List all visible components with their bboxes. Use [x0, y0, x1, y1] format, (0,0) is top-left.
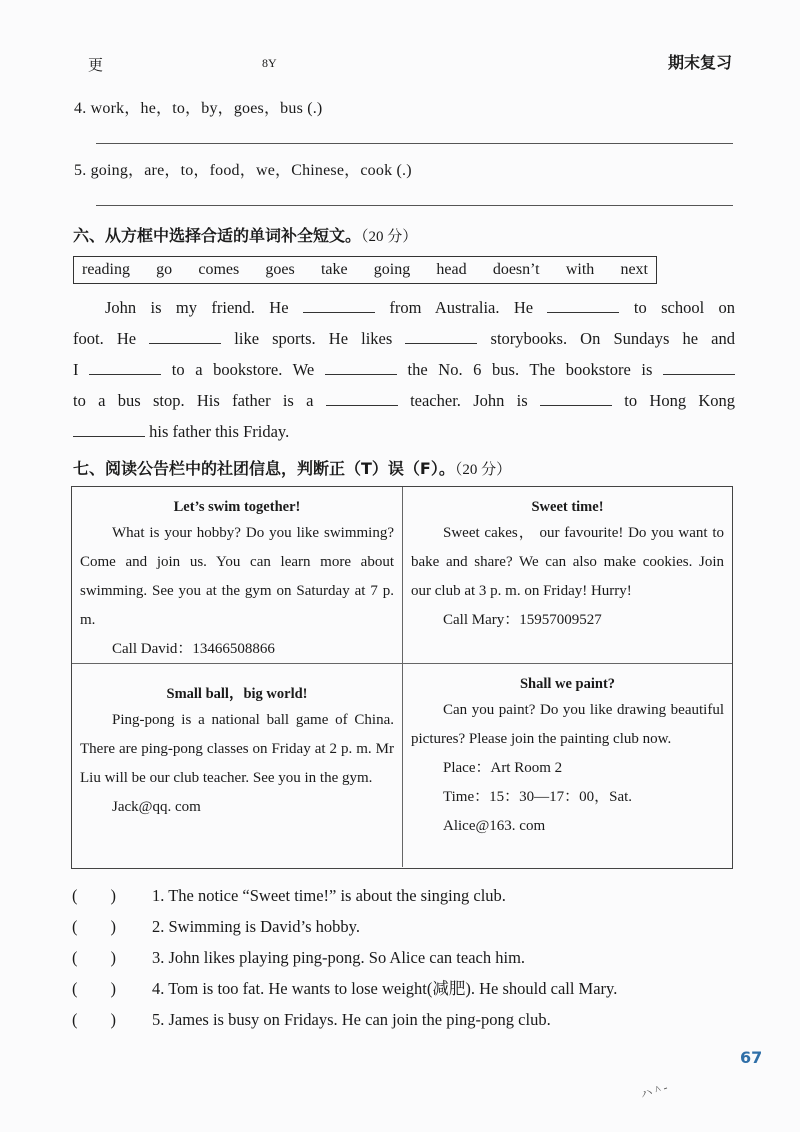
- statement-text: 2. Swimming is David’s hobby.: [152, 917, 360, 936]
- notice-time: Time：15：30—17：00，Sat.: [443, 789, 633, 805]
- blank-1[interactable]: [303, 298, 375, 313]
- notice-title: Shall we paint?: [519, 676, 616, 692]
- cloze-passage: John is my friend. He from Australia. He to school on foot. He like sports. He likes storybooks. On Sundays he and I to a bookstore. We the No. 6 bus. The bookstore is to a bus stop. His father is a teacher. John is to Hong Kong his father this Friday.: [73, 298, 736, 441]
- word-bank-item: reading: [82, 261, 130, 278]
- notice-board: [71, 486, 733, 869]
- notice-contact: Call Mary：15957009527: [443, 612, 602, 628]
- word-bank-item: doesn’t: [492, 261, 540, 278]
- blank-9[interactable]: [540, 391, 612, 406]
- answer-parentheses[interactable]: ( ): [72, 979, 116, 998]
- word-bank-item: go: [156, 261, 173, 278]
- section-7-score: （20 分）: [454, 462, 512, 478]
- blank-10[interactable]: [73, 422, 145, 437]
- answer-line-5[interactable]: [96, 205, 733, 206]
- answer-parentheses[interactable]: ( ): [72, 886, 116, 905]
- notice-sweet: [402, 487, 732, 663]
- word-bank-box: [73, 256, 657, 284]
- answer-parentheses[interactable]: ( ): [72, 917, 116, 936]
- statement-text: 3. John likes playing ping-pong. So Alice can teach him.: [152, 948, 526, 967]
- notice-place: Place：Art Room 2: [443, 760, 563, 776]
- tf-statement-1: [72, 882, 506, 906]
- notice-pingpong: [72, 663, 402, 867]
- blank-2[interactable]: [547, 298, 619, 313]
- word-bank-item: next: [620, 261, 648, 278]
- notice-contact: Alice@163. com: [443, 818, 546, 834]
- header-code: 8Y: [262, 56, 277, 70]
- header-title: 期末复习: [668, 53, 733, 72]
- page-number: 67: [740, 1048, 763, 1067]
- question-number: 5.: [74, 162, 87, 179]
- word-bank-item: comes: [198, 261, 240, 278]
- section-7-title: 七、阅读公告栏中的社团信息，判断正（T）误（F）。（20 分）: [73, 459, 512, 478]
- notice-body: Can you paint? Do you like drawing beautiful pictures? Please join the painting club now.: [411, 702, 724, 747]
- notice-title: Sweet time!: [531, 499, 604, 515]
- answer-parentheses[interactable]: ( ): [72, 1010, 116, 1029]
- blank-8[interactable]: [326, 391, 398, 406]
- header-left-mark: 更: [88, 56, 104, 74]
- tf-statement-4: [72, 975, 617, 999]
- notice-body: Ping-pong is a national ball game of China. There are ping-pong classes on Friday at 2 p. m. Mr Liu will be our club teacher. See you in the gym.: [80, 712, 394, 786]
- statement-text: 5. James is busy on Fridays. He can join the ping-pong club.: [152, 1010, 551, 1029]
- section-6-score: （20 分）: [361, 229, 418, 245]
- answer-line-4[interactable]: [96, 143, 733, 144]
- blank-7[interactable]: [663, 360, 735, 375]
- answer-parentheses[interactable]: ( ): [72, 948, 116, 967]
- notice-paint: [402, 663, 732, 867]
- blank-4[interactable]: [405, 329, 477, 344]
- word-bank-item: head: [436, 261, 467, 278]
- word-bank-item: with: [565, 261, 595, 278]
- blank-5[interactable]: [89, 360, 161, 375]
- blank-6[interactable]: [325, 360, 397, 375]
- question-words: going，are，to，food，we，Chinese，cook (.): [90, 162, 412, 179]
- section-6-title: 六、从方框中选择合适的单词补全短文。（20 分）: [73, 226, 418, 245]
- notice-title: Let’s swim together!: [173, 499, 301, 515]
- question-number: 4.: [74, 100, 87, 117]
- blank-3[interactable]: [149, 329, 221, 344]
- tf-statement-3: [72, 944, 525, 968]
- notice-contact: Call David：13466508866: [112, 641, 275, 657]
- word-bank-item: going: [373, 261, 411, 278]
- statement-text: 4. Tom is too fat. He wants to lose weight(减肥). He should call Mary.: [152, 979, 618, 998]
- handwritten-mark: ハ ^ -: [638, 1080, 670, 1102]
- reorder-question-5: [74, 157, 412, 180]
- question-words: work，he，to，by，goes，bus (.): [90, 100, 323, 117]
- reorder-question-4: [74, 95, 322, 118]
- tf-statement-2: [72, 913, 360, 937]
- notice-swim: [72, 487, 402, 663]
- notice-body: Sweet cakes， our favourite! Do you want to bake and share? We can also make cookies. Join our club at 3 p. m. on Friday! Hurry!: [411, 525, 724, 599]
- notice-contact: Jack@qq. com: [112, 799, 201, 815]
- notice-title: Small ball，big world!: [166, 686, 308, 702]
- word-bank-item: goes: [265, 261, 295, 278]
- word-bank-item: take: [320, 261, 348, 278]
- notice-body: What is your hobby? Do you like swimming? Come and join us. You can learn more about swimming. See you at the gym on Saturday at 7 p. m.: [80, 525, 394, 628]
- statement-text: 1. The notice “Sweet time!” is about the singing club.: [152, 886, 506, 905]
- tf-statement-5: [72, 1006, 551, 1030]
